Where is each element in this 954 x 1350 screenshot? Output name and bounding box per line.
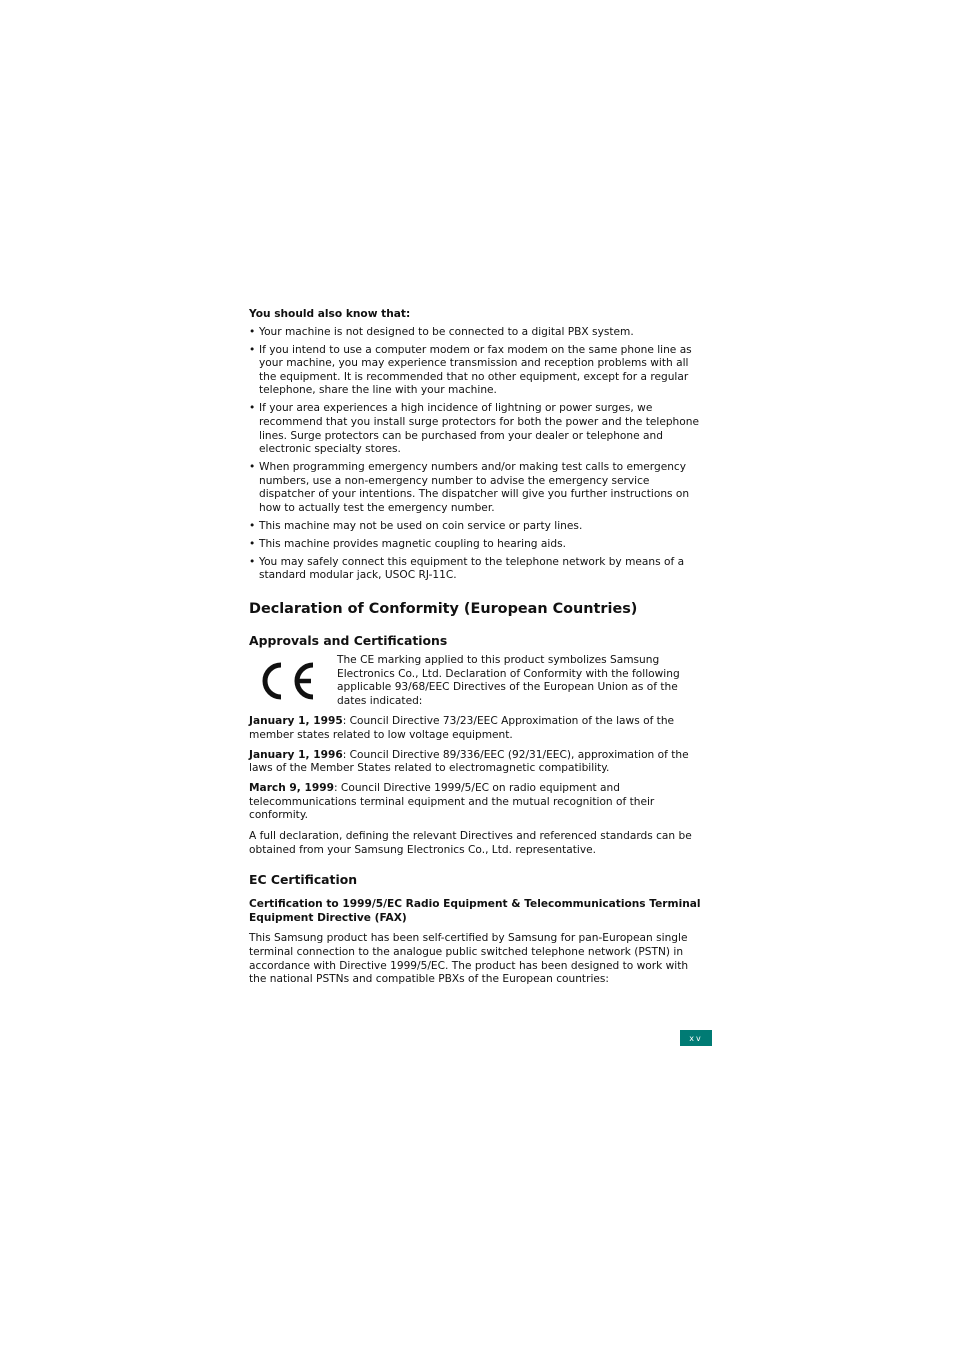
list-item-text: When programming emergency numbers and/or making test calls to emergency numbers, use a non-emergency number to advise the emergency service dispatcher of your intentions. The dispatcher will give you further instructions on how to actually test the emergency number.: [259, 461, 690, 514]
list-item: [249, 344, 705, 398]
directive-date: March 9, 1999: [249, 782, 334, 795]
ec-certification-heading: EC Certification: [249, 872, 358, 888]
directive-date: January 1, 1996: [249, 748, 343, 761]
ce-mark-svg: [257, 659, 317, 703]
list-item-text: Your machine is not designed to be connected to a digital PBX system.: [259, 325, 634, 338]
page-number-badge: xv: [680, 1030, 712, 1046]
ec-certification-body: This Samsung product has been self-certified by Samsung for pan-European single terminal connection to the analogue public switched telephone network (PSTN) in accordance with Directive 1999/5/EC. The product has been designed to work with the national PSTNs and compatible PBXs of the European countries:: [249, 932, 689, 986]
page-content: [249, 308, 705, 987]
directive-date: January 1, 1995: [249, 714, 343, 727]
bullet-icon: •: [249, 555, 256, 568]
intro-bullet-list: [249, 326, 705, 583]
list-item-text: You may safely connect this equipment to the telephone network by means of a standard modular jack, USOC RJ-11C.: [259, 555, 685, 582]
list-item: [249, 538, 705, 552]
bullet-icon: •: [249, 402, 256, 415]
list-item: [249, 326, 705, 340]
directive-text: : Council Directive 1999/5/EC on radio equipment and telecommunications terminal equipment and the mutual recognition of their conformity.: [249, 782, 655, 822]
list-item-text: If you intend to use a computer modem or fax modem on the same phone line as your machine, you may experience transmission and reception problems with all the equipment. It is recommended that no other equipment, except for a regular telephone, share the line with your machine.: [259, 343, 692, 397]
bullet-icon: •: [249, 519, 256, 532]
declaration-heading: Declaration of Conformity (European Countries): [249, 601, 638, 618]
directive-item: [249, 749, 705, 776]
directive-item: [249, 715, 705, 742]
ce-block: [249, 654, 705, 708]
list-item: [249, 520, 705, 534]
ce-mark-icon: [249, 654, 337, 708]
list-item: [249, 402, 705, 456]
list-item: [249, 556, 705, 583]
list-item-text: If your area experiences a high incidence of lightning or power surges, we recommend that you install surge protectors for both the power and the telephone lines. Surge protectors can be purchased from your dealer or telephone and electronic specialty stores.: [259, 402, 699, 456]
list-item-text: This machine may not be used on coin service or party lines.: [259, 519, 583, 532]
approvals-heading: Approvals and Certifications: [249, 633, 448, 649]
directive-text: : Council Directive 89/336/EEC (92/31/EEC), approximation of the laws of the Member States related to electromagnetic compatibility.: [249, 748, 689, 775]
bullet-icon: •: [249, 343, 256, 356]
bullet-icon: •: [249, 325, 256, 338]
intro-lead: You should also know that:: [249, 308, 411, 320]
ce-description: The CE marking applied to this product symbolizes Samsung Electronics Co., Ltd. Declaration of Conformity with the following applicable 93/68/EEC Directives of the European Union as of the dates indicated:: [337, 654, 680, 707]
list-item-text: This machine provides magnetic coupling to hearing aids.: [259, 537, 566, 550]
ec-certification-subheading: Certification to 1999/5/EC Radio Equipment & Telecommunications Terminal Equipment Directive (FAX): [249, 898, 701, 924]
directive-item: [249, 782, 705, 823]
bullet-icon: •: [249, 537, 256, 550]
bullet-icon: •: [249, 461, 256, 474]
list-item: [249, 461, 705, 515]
directive-text: : Council Directive 73/23/EEC Approximation of the laws of the member states related to low voltage equipment.: [249, 714, 675, 741]
full-declaration-paragraph: A full declaration, defining the relevant Directives and referenced standards can be obtained from your Samsung Electronics Co., Ltd. representative.: [249, 830, 692, 856]
